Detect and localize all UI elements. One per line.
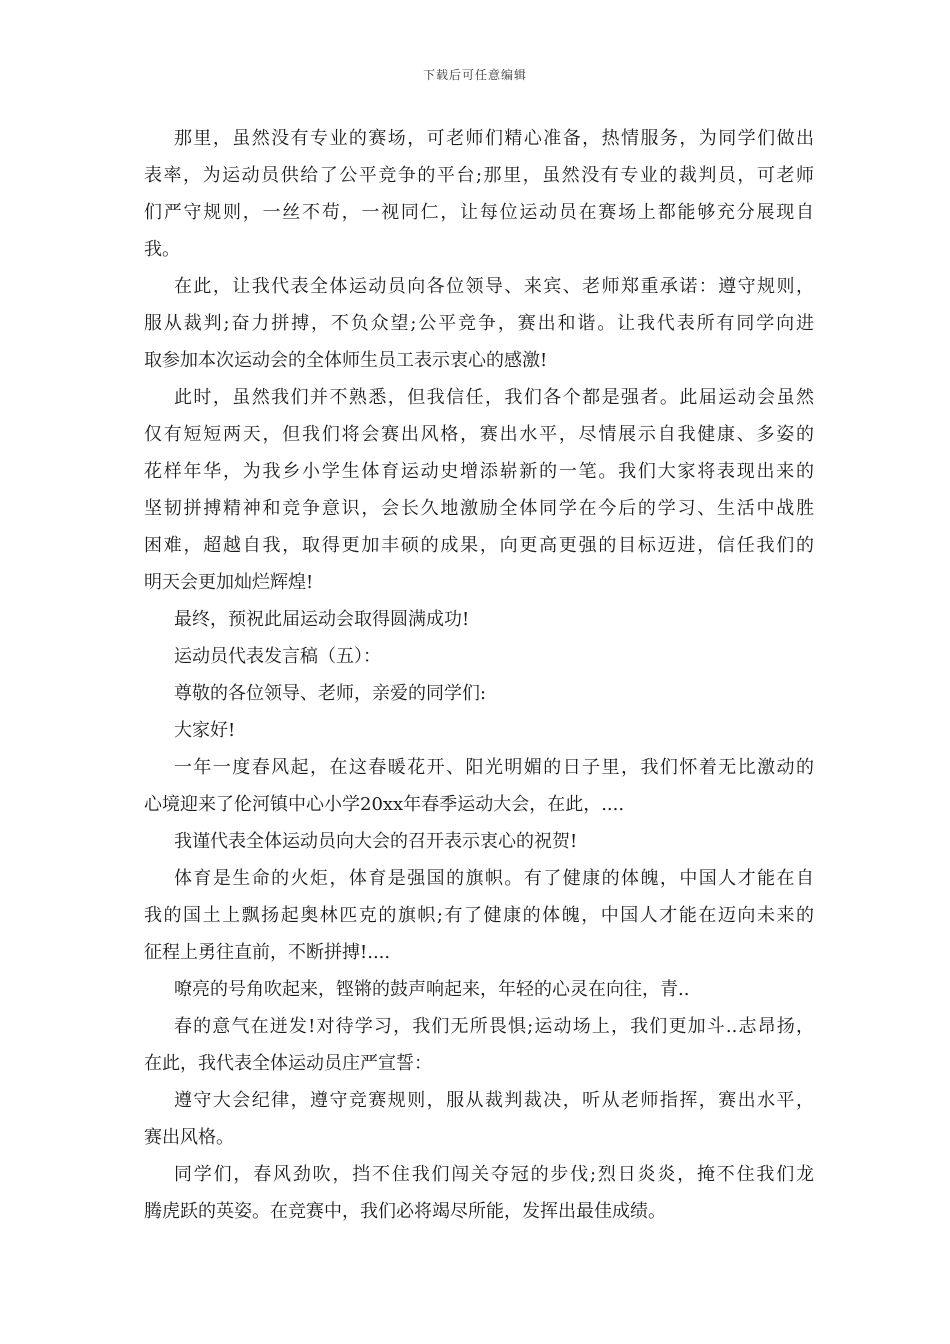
salutation (144, 675, 814, 712)
page-header: 下载后可任意编辑 (422, 68, 527, 82)
text-line: 坚韧拼搏精神和竞争意识，会长久地激励全体同学在今后的学习、生活中战胜 (144, 498, 814, 519)
paragraph (144, 860, 814, 971)
text-line: 征程上勇往直前，不断拼搏!.... (144, 942, 391, 963)
text-line: 在此，让我代表全体运动员向各位领导、来宾、老师郑重承诺：遵守规则， (174, 276, 814, 297)
paragraph (144, 268, 814, 379)
text-line: 花样年华，为我乡小学生体育运动史增添崭新的一笔。我们大家将表现出来的 (144, 461, 814, 482)
paragraph (144, 379, 814, 601)
text-line: 在此，我代表全体运动员庄严宣誓： (144, 1053, 432, 1074)
text-line: 表率，为运动员供给了公平竞争的平台;那里，虽然没有专业的裁判员，可老师 (144, 165, 814, 186)
text-line: 明天会更加灿烂辉煌! (144, 572, 314, 593)
paragraph (144, 1008, 814, 1082)
paragraph (144, 971, 814, 1008)
text-line: 我。 (144, 239, 180, 260)
text-line: 腾虎跃的英姿。在竞赛中，我们必将竭尽所能，发挥出最佳成绩。 (144, 1201, 666, 1222)
text-line: 此时，虽然我们并不熟悉，但我信任，我们各个都是强者。此届运动会虽然 (174, 387, 814, 408)
text-line: 最终，预祝此届运动会取得圆满成功! (174, 609, 470, 630)
text-line: 心境迎来了伦河镇中心小学20xx年春季运动大会，在此，.... (144, 794, 625, 815)
text-line: 服从裁判;奋力拼搏，不负众望;公平竞争，赛出和谐。让我代表所有同学向进 (144, 313, 814, 334)
paragraph (144, 601, 814, 638)
text-line: 大家好! (174, 720, 236, 741)
greeting (144, 712, 814, 749)
paragraph (144, 1156, 814, 1230)
paragraph (144, 823, 814, 860)
paragraph (144, 749, 814, 823)
text-line: 一年一度春风起，在这春暖花开、阳光明媚的日子里，我们怀着无比激动的 (174, 757, 814, 778)
text-line: 春的意气在迸发!对待学习，我们无所畏惧;运动场上，我们更加斗..志昂扬， (174, 1016, 814, 1037)
text-line: 那里，虽然没有专业的赛场，可老师们精心准备，热情服务，为同学们做出 (174, 128, 814, 149)
text-line: 尊敬的各位领导、老师，亲爱的同学们: (174, 683, 487, 704)
text-line: 们严守规则，一丝不苟，一视同仁，让每位运动员在赛场上都能够充分展现自 (144, 202, 814, 223)
text-line: 同学们，春风劲吹，挡不住我们闯关夺冠的步伐;烈日炎炎，掩不住我们龙 (174, 1164, 814, 1185)
document-body (144, 120, 814, 1230)
paragraph (144, 1082, 814, 1156)
text-line: 嘹亮的号角吹起来，铿锵的鼓声响起来，年轻的心灵在向往，青.. (174, 979, 690, 1000)
text-line: 体育是生命的火炬，体育是强国的旗帜。有了健康的体魄，中国人才能在自 (174, 868, 814, 889)
text-line: 我的国土上飘扬起奥林匹克的旗帜;有了健康的体魄，中国人才能在迈向未来的 (144, 905, 814, 926)
text-line: 困难，超越自我，取得更加丰硕的成果，向更高更强的目标迈进，信任我们的 (144, 535, 814, 556)
paragraph (144, 120, 814, 268)
text-line: 遵守大会纪律，遵守竞赛规则，服从裁判裁决，听从老师指挥，赛出水平， (174, 1090, 814, 1111)
text-line: 我谨代表全体运动员向大会的召开表示衷心的祝贺! (174, 831, 578, 852)
text-line: 取参加本次运动会的全体师生员工表示衷心的感激! (144, 350, 548, 371)
section-heading (144, 638, 814, 675)
text-line: 仅有短短两天，但我们将会赛出风格，赛出水平，尽情展示自我健康、多姿的 (144, 424, 814, 445)
text-line: 赛出风格。 (144, 1127, 234, 1148)
text-line: 运动员代表发言稿（五）： (174, 646, 381, 667)
